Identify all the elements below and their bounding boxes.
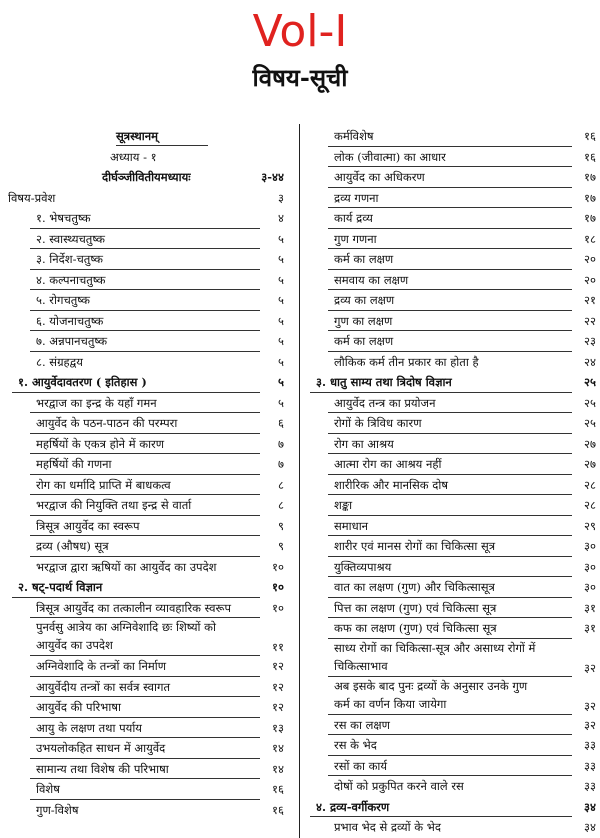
toc-entry — [8, 413, 284, 434]
toc-entry — [8, 454, 284, 475]
toc-entry-title: भरद्वाज की नियुक्ति तथा इन्द्र से वार्ता — [36, 498, 192, 512]
toc-entry-page: १६ — [272, 802, 284, 817]
toc-entry-page: ७ — [278, 436, 284, 451]
contents-column-left — [8, 126, 284, 820]
toc-entry-title: वात का लक्षण (गुण) और चिकित्सासूत्र — [334, 580, 495, 594]
toc-entry — [312, 311, 596, 332]
toc-entry-title: आयुर्वेद का अधिकरण — [334, 170, 425, 184]
volume-title: Vol-I — [252, 6, 348, 57]
toc-entry — [312, 557, 596, 578]
toc-entry-page: ५ — [278, 231, 284, 246]
toc-entry-page: ५ — [278, 334, 284, 348]
toc-entry-page: १४ — [272, 741, 284, 755]
toc-entry-page: २३ — [584, 334, 596, 348]
toc-entry-title: गुण गणना — [334, 231, 377, 246]
toc-entry-title: १. आयुर्वेदावतरण ( इतिहास ) — [18, 375, 147, 389]
toc-entry — [8, 126, 284, 147]
toc-entry-page: ३० — [584, 580, 596, 594]
toc-entry-page: ३-४४ — [261, 170, 284, 184]
toc-entry — [8, 331, 284, 352]
toc-entry — [8, 290, 284, 311]
toc-entry-page: ३ — [278, 190, 284, 205]
title-underline — [116, 145, 208, 146]
toc-entry-title: ३. धातु साम्य तथा त्रिदोष विज्ञान — [316, 375, 452, 389]
toc-entry-page: ९ — [278, 518, 284, 533]
toc-entry — [312, 290, 596, 311]
toc-entry-title: ३. निर्देश-चतुष्क — [36, 252, 103, 266]
toc-entry — [312, 797, 596, 818]
toc-entry-page: ५ — [278, 395, 284, 410]
toc-entry-page: १२ — [272, 700, 284, 714]
toc-entry — [312, 372, 596, 393]
toc-entry-page: २४ — [584, 354, 596, 369]
toc-entry-page: १० — [272, 580, 284, 594]
toc-entry-title: विशेष — [36, 782, 60, 796]
toc-entry-title: गुण का लक्षण — [334, 313, 393, 328]
toc-entry — [312, 776, 596, 797]
toc-entry-title: आयुर्वेद की परिभाषा — [36, 700, 121, 714]
toc-entry — [312, 475, 596, 496]
toc-entry — [312, 495, 596, 516]
toc-entry — [8, 229, 284, 250]
toc-entry-title: रस के भेद — [334, 738, 377, 752]
toc-entry — [312, 516, 596, 537]
toc-entry — [8, 677, 284, 698]
toc-entry-title: आयुर्वेद के पठन-पाठन की परम्परा — [36, 416, 178, 430]
toc-entry-page: १२ — [272, 659, 284, 673]
toc-entry-title: समवाय का लक्षण — [334, 272, 409, 287]
toc-entry — [8, 738, 284, 759]
contents-heading: विषय-सूची — [252, 63, 348, 92]
toc-entry-page: १६ — [584, 149, 596, 164]
toc-entry-page: २० — [584, 252, 596, 266]
toc-entry-page: २७ — [584, 436, 596, 451]
toc-entry — [8, 352, 284, 373]
toc-entry-title: द्रव्य का लक्षण — [334, 293, 395, 307]
toc-entry-title: त्रिसूत्र आयुर्वेद का तत्कालीन व्यावहारिक स्वरूप — [36, 600, 231, 615]
toc-entry — [8, 147, 284, 168]
toc-entry — [312, 208, 596, 229]
toc-entry — [8, 536, 284, 557]
toc-entry — [312, 352, 596, 373]
toc-entry-title: दीर्घञ्जीवितीयमध्यायः — [102, 170, 191, 184]
toc-entry — [312, 817, 596, 838]
toc-entry — [8, 393, 284, 414]
toc-entry-title: कर्म का लक्षण — [334, 334, 394, 348]
toc-entry-title: शारीर एवं मानस रोगों का चिकित्सा सूत्र — [334, 539, 496, 553]
toc-entry — [312, 577, 596, 598]
toc-entry-title: अध्याय - १ — [110, 149, 157, 164]
toc-entry — [8, 618, 284, 656]
toc-entry-title: समाधान — [334, 518, 369, 533]
toc-entry-page: २५ — [584, 395, 596, 410]
toc-entry — [8, 557, 284, 578]
toc-entry — [8, 475, 284, 496]
toc-entry-page: ३२ — [584, 660, 596, 675]
toc-entry — [312, 677, 596, 715]
toc-entry-title: आयुर्वेद तन्त्र का प्रयोजन — [334, 395, 436, 410]
toc-entry-title: दोषों को प्रकुपित करने वाले रस — [334, 779, 464, 793]
toc-entry — [312, 756, 596, 777]
toc-entry — [312, 331, 596, 352]
toc-entry-page: २१ — [584, 293, 596, 307]
toc-entry — [312, 618, 596, 639]
toc-entry — [312, 413, 596, 434]
toc-entry-page: २७ — [584, 457, 596, 471]
toc-entry-page: ९ — [278, 539, 284, 553]
toc-entry-title: लौकिक कर्म तीन प्रकार का होता है — [334, 354, 479, 369]
toc-entry-title: उभयलोकहित साधन में आयुर्वेद — [36, 741, 166, 755]
toc-entry-title: विषय-प्रवेश — [8, 190, 56, 205]
toc-entry-page: १२ — [272, 679, 284, 694]
toc-entry-page: ३४ — [584, 820, 596, 834]
toc-entry-page: ३० — [584, 559, 596, 574]
toc-entry-title: ८. संग्रहद्वय — [36, 354, 83, 369]
toc-entry — [312, 249, 596, 270]
toc-entry — [312, 229, 596, 250]
toc-entry-page: ३१ — [584, 621, 596, 635]
contents-column-right — [312, 126, 596, 838]
toc-entry-page: २२ — [584, 313, 596, 328]
toc-entry — [312, 147, 596, 168]
toc-entry — [8, 249, 284, 270]
toc-entry-title: सूत्रस्थानम् — [116, 129, 158, 143]
toc-entry — [8, 372, 284, 393]
toc-entry-page: ५ — [278, 375, 284, 389]
toc-entry-page: ३० — [584, 539, 596, 553]
toc-entry-title: युक्तिव्यपाश्रय — [334, 559, 392, 574]
toc-entry-title: कार्य द्रव्य — [334, 211, 373, 225]
toc-entry — [8, 759, 284, 780]
toc-entry-title: गुण-विशेष — [36, 802, 79, 817]
toc-entry-title: त्रिसूत्र आयुर्वेद का स्वरूप — [36, 518, 140, 533]
toc-entry-page: २५ — [584, 416, 596, 430]
toc-entry-page: १६ — [272, 782, 284, 796]
toc-entry — [8, 779, 284, 800]
toc-entry-title: २. षट्-पदार्थ विज्ञान — [18, 580, 103, 594]
toc-entry-page: ३४ — [584, 799, 596, 814]
toc-entry-title: रस का लक्षण — [334, 717, 390, 732]
toc-entry-title: द्रव्य गणना — [334, 190, 379, 205]
toc-entry-page: ११ — [272, 640, 284, 654]
toc-entry — [8, 697, 284, 718]
toc-entry — [8, 577, 284, 598]
toc-entry-title: ७. अन्नपानचतुष्क — [36, 334, 108, 348]
toc-entry-title: महर्षियों की गणना — [36, 457, 112, 471]
toc-entry-page: ५ — [278, 272, 284, 287]
toc-entry — [8, 311, 284, 332]
toc-entry-title: कर्मविशेष — [334, 129, 374, 143]
toc-entry — [312, 270, 596, 291]
toc-entry-title: पित्त का लक्षण (गुण) एवं चिकित्सा सूत्र — [334, 600, 497, 615]
toc-entry — [8, 434, 284, 455]
column-divider — [299, 124, 300, 838]
toc-entry-page: ३३ — [584, 738, 596, 752]
toc-entry-page: १७ — [584, 170, 596, 184]
toc-entry-title: पुनर्वसु आत्रेय का अग्निवेशादि छः शिष्यों को आयुर्वेद का उपदेश — [36, 620, 216, 652]
toc-entry-page: ६ — [278, 416, 284, 430]
toc-entry — [312, 126, 596, 147]
toc-entry-title: भरद्वाज का इन्द्र के यहाँ गमन — [36, 395, 157, 410]
toc-entry-page: ५ — [278, 293, 284, 307]
toc-entry-title: रोगों के त्रिविध कारण — [334, 416, 422, 430]
toc-entry-title: अग्निवेशादि के तन्त्रों का निर्माण — [36, 659, 167, 673]
toc-entry-title: भरद्वाज द्वारा ऋषियों का आयुर्वेद का उपदेश — [36, 559, 217, 574]
toc-entry-title: साध्य रोगों का चिकित्सा-सूत्र और असाध्य रोगों में चिकित्साभाव — [334, 640, 536, 673]
toc-entry — [8, 270, 284, 291]
toc-entry — [8, 656, 284, 677]
toc-entry — [312, 735, 596, 756]
toc-entry-title: रोग का आश्रय — [334, 436, 394, 451]
toc-entry — [312, 536, 596, 557]
toc-entry-title: शङ्का — [334, 498, 353, 512]
toc-entry-page: १० — [272, 559, 284, 574]
toc-entry-page: ५ — [278, 252, 284, 266]
toc-entry-title: रसों का कार्य — [334, 758, 388, 773]
toc-entry-title: कर्म का लक्षण — [334, 252, 394, 266]
toc-entry — [312, 639, 596, 677]
toc-entry-page: १३ — [272, 720, 284, 735]
toc-entry — [8, 188, 284, 209]
toc-entry-page: १८ — [584, 231, 596, 246]
toc-entry-page: १६ — [584, 129, 596, 143]
toc-entry-title: ४. कल्पनाचतुष्क — [36, 272, 106, 287]
toc-entry-page: ३२ — [584, 698, 596, 713]
toc-entry-page: ८ — [278, 477, 284, 492]
toc-entry-title: ५. रोगचतुष्क — [36, 293, 90, 307]
toc-entry-title: ४. द्रव्य-वर्गीकरण — [316, 799, 390, 814]
toc-entry — [312, 434, 596, 455]
toc-entry-page: १४ — [272, 761, 284, 776]
toc-entry-page: १७ — [584, 190, 596, 205]
toc-entry — [8, 167, 284, 188]
toc-entry-page: २० — [584, 272, 596, 287]
toc-entry-title: रोग का धर्मादि प्राप्ति में बाधकत्व — [36, 477, 171, 492]
toc-entry-page: १० — [272, 600, 284, 615]
toc-entry-title: १. भेषचतुष्क — [36, 211, 91, 225]
toc-entry-title: ६. योजनाचतुष्क — [36, 313, 104, 328]
toc-entry-title: कफ का लक्षण (गुण) एवं चिकित्सा सूत्र — [334, 621, 497, 635]
toc-entry-title: प्रभाव भेद से द्रव्यों के भेद — [334, 820, 441, 834]
toc-entry-title: लोक (जीवात्मा) का आधार — [334, 149, 446, 164]
toc-entry-title: सामान्य तथा विशेष की परिभाषा — [36, 761, 169, 776]
toc-entry — [312, 393, 596, 414]
toc-entry — [8, 800, 284, 821]
toc-entry-page: ३१ — [584, 600, 596, 615]
toc-entry-title: आयुर्वेदीय तन्त्रों का सर्वत्र स्वागत — [36, 679, 171, 694]
toc-entry-page: २९ — [584, 518, 596, 533]
toc-entry-page: ३२ — [584, 717, 596, 732]
toc-entry-title: शारीरिक और मानसिक दोष — [334, 477, 448, 492]
toc-entry-title: अब इसके बाद पुनः द्रव्यों के अनुसार उनके गुण कर्म का वर्णन किया जायेगा — [334, 678, 528, 711]
toc-entry-page: ३३ — [584, 758, 596, 773]
toc-entry-page: ५ — [278, 354, 284, 369]
toc-entry-page: ५ — [278, 313, 284, 328]
toc-entry — [8, 598, 284, 619]
toc-entry — [312, 188, 596, 209]
toc-entry — [8, 495, 284, 516]
toc-entry — [8, 208, 284, 229]
toc-entry — [8, 516, 284, 537]
toc-entry — [312, 167, 596, 188]
toc-entry-title: आत्मा रोग का आश्रय नहीं — [334, 457, 442, 471]
toc-entry-title: २. स्वास्थ्यचतुष्क — [36, 231, 106, 246]
toc-entry — [312, 715, 596, 736]
toc-entry-page: २८ — [584, 477, 596, 492]
toc-entry — [8, 718, 284, 739]
toc-entry-page: ३३ — [584, 779, 596, 793]
toc-entry — [312, 454, 596, 475]
toc-entry — [312, 598, 596, 619]
toc-entry-title: महर्षियों के एकत्र होने में कारण — [36, 436, 165, 451]
toc-entry-title: आयु के लक्षण तथा पर्याय — [36, 720, 142, 735]
toc-entry-page: १७ — [584, 211, 596, 225]
toc-entry-page: २८ — [584, 498, 596, 512]
toc-entry-page: ७ — [278, 457, 284, 471]
toc-entry-page: ४ — [278, 211, 284, 225]
toc-entry-title: द्रव्य (औषध) सूत्र — [36, 539, 109, 553]
toc-entry-page: २५ — [584, 375, 596, 389]
toc-entry-page: ८ — [278, 498, 284, 512]
